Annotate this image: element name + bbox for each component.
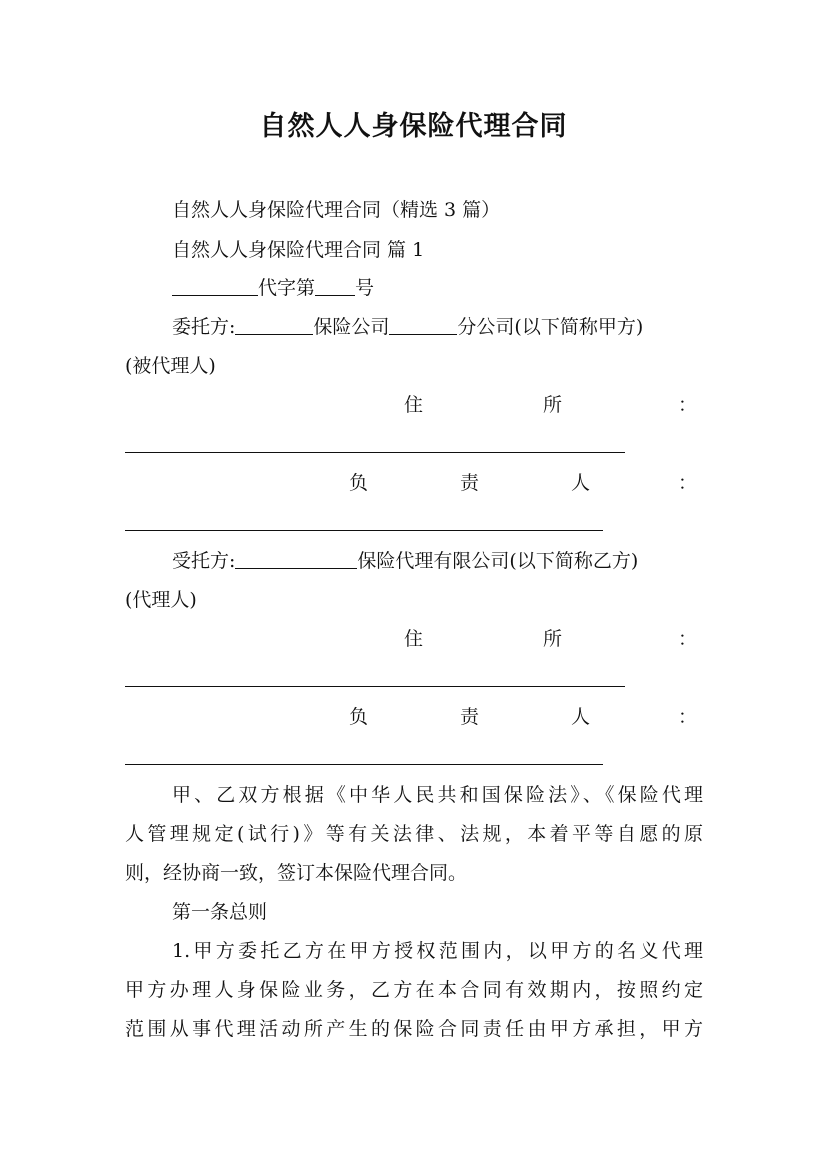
- agent-responsible-row: [125, 705, 703, 729]
- agent-line: [172, 549, 638, 573]
- document-title: 自然人人身保险代理合同: [259, 111, 568, 142]
- contract-number-blank: [315, 277, 355, 296]
- section-subtitle: 自然人人身保险代理合同 篇 1: [172, 239, 425, 261]
- paragraph-2-line-2: 甲方办理人身保险业务，乙方在本合同有效期内，按照约定: [125, 979, 703, 1001]
- address-char-1: 住: [404, 628, 424, 650]
- responsible-colon: ：: [678, 472, 698, 494]
- principal-responsible-blank: [125, 530, 603, 531]
- responsible-char-3: 人: [571, 706, 591, 728]
- contract-number-end: 号: [355, 277, 375, 299]
- responsible-char-1: 负: [349, 472, 369, 494]
- principal-branch-blank: [389, 316, 457, 335]
- paragraph-2-line-3: 范围从事代理活动所产生的保险合同责任由甲方承担，甲方: [125, 1018, 703, 1040]
- address-char-2: 所: [543, 394, 563, 416]
- address-char-1: 住: [404, 394, 424, 416]
- paragraph-1-line-1: 甲、乙双方根据《中华人民共和国保险法》、《保险代理: [172, 784, 703, 806]
- principal-line: [172, 315, 643, 339]
- principal-company: 保险公司: [313, 316, 390, 338]
- agent-company: 保险代理有限公司(以下简称乙方): [357, 550, 639, 572]
- contract-number-line: [172, 276, 374, 300]
- article-1-heading: 第一条总则: [172, 901, 268, 923]
- principal-address-row: [125, 393, 703, 417]
- paragraph-2-line-1: 1.甲方委托乙方在甲方授权范围内，以甲方的名义代理: [172, 940, 703, 962]
- principal-label: 委托方:: [172, 316, 236, 338]
- agent-role: (代理人): [125, 589, 197, 611]
- address-colon: ：: [678, 628, 698, 650]
- contract-number-mid: 代字第: [258, 277, 316, 299]
- agent-company-blank: [235, 550, 357, 569]
- paragraph-1-line-3: 则，经协商一致，签订本保险代理合同。: [125, 862, 468, 884]
- principal-address-blank: [125, 452, 625, 453]
- paragraph-1-line-2: 人管理规定(试行)》等有关法律、法规，本着平等自愿的原: [125, 823, 703, 845]
- agent-label: 受托方:: [172, 550, 236, 572]
- principal-company-blank: [235, 316, 313, 335]
- principal-branch: 分公司(以下简称甲方): [457, 316, 644, 338]
- responsible-char-1: 负: [349, 706, 369, 728]
- agent-address-row: [125, 627, 703, 651]
- responsible-colon: ：: [678, 706, 698, 728]
- principal-responsible-row: [125, 471, 703, 495]
- address-char-2: 所: [543, 628, 563, 650]
- responsible-char-2: 责: [460, 706, 480, 728]
- responsible-char-3: 人: [571, 472, 591, 494]
- agent-address-blank: [125, 686, 625, 687]
- collection-subtitle: 自然人人身保险代理合同（精选 3 篇）: [172, 199, 501, 221]
- agent-responsible-blank: [125, 764, 603, 765]
- contract-prefix-blank: [172, 277, 258, 296]
- address-colon: ：: [678, 394, 698, 416]
- responsible-char-2: 责: [460, 472, 480, 494]
- principal-role: (被代理人): [125, 355, 216, 377]
